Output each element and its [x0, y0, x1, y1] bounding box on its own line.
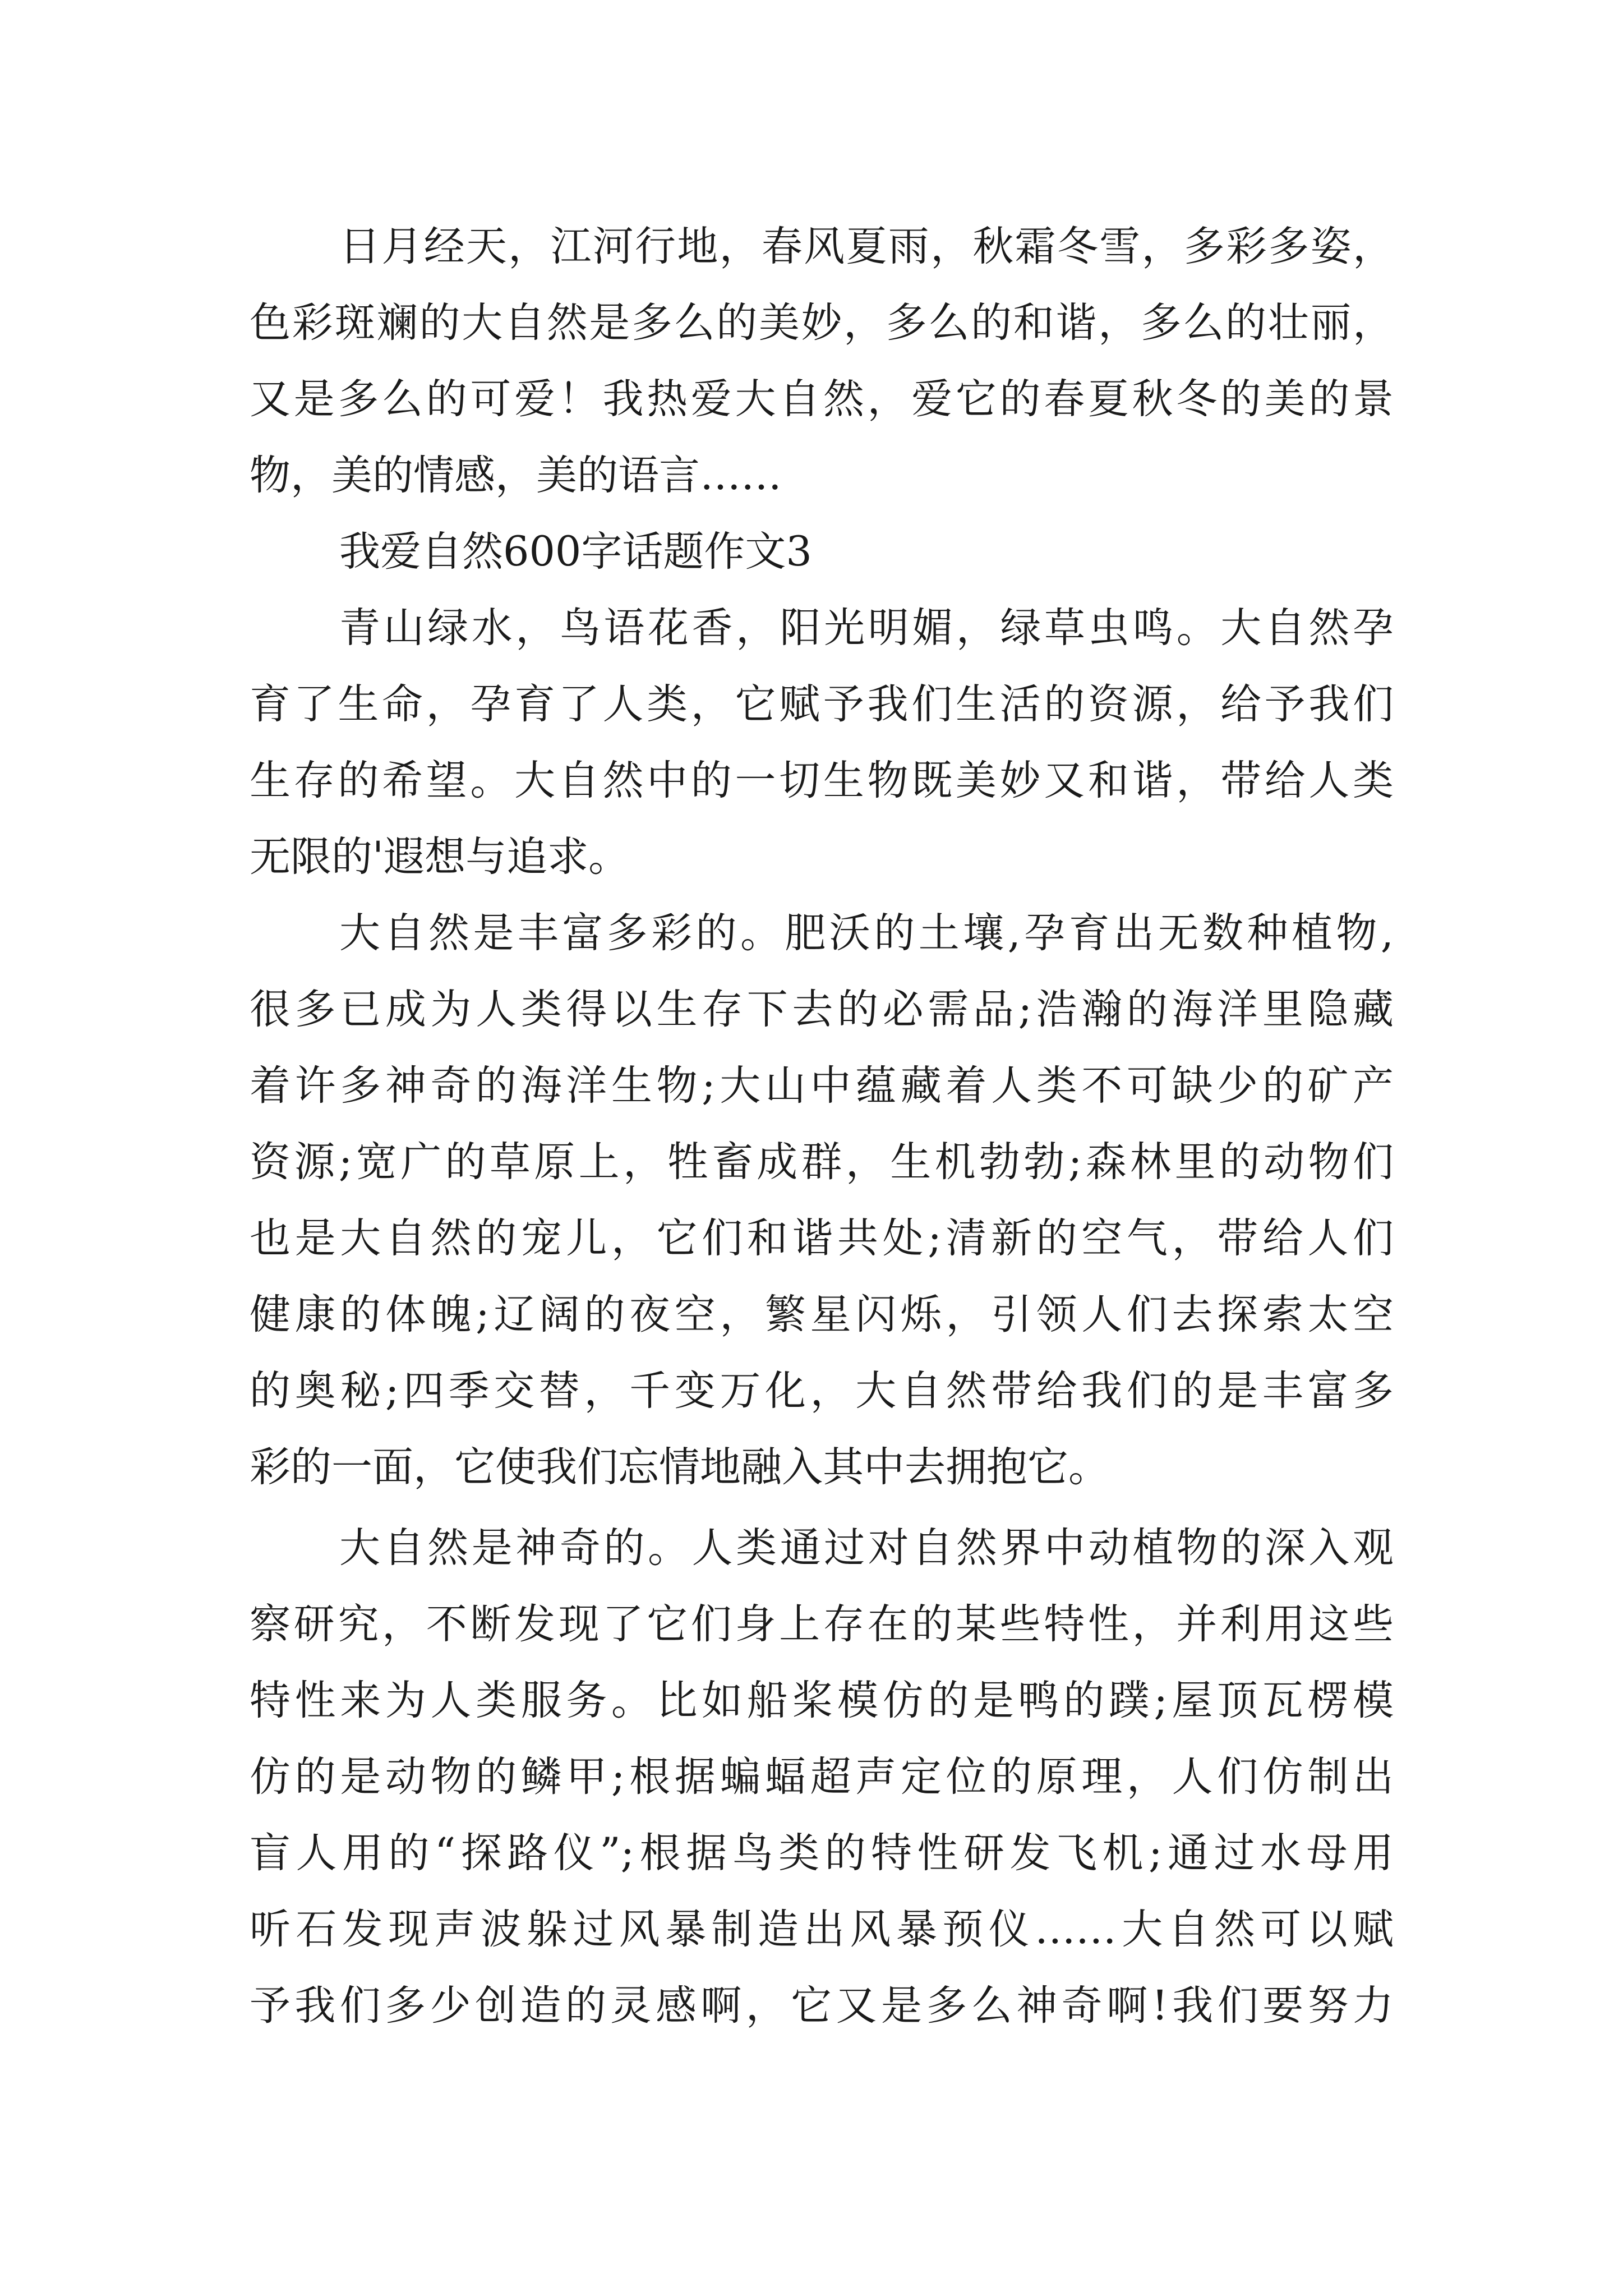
paragraph-line: 特性来为人类服务。比如船桨模仿的是鸭的蹼;屋顶瓦楞模 — [250, 1677, 1394, 1724]
paragraph-line: 健康的体魄;辽阔的夜空，繁星闪烁，引领人们去探索太空 — [250, 1291, 1394, 1338]
document-body — [250, 209, 1394, 2044]
paragraph-2 — [250, 590, 1394, 895]
paragraph-line: 很多已成为人类得以生存下去的必需品;浩瀚的海洋里隐藏 — [250, 986, 1394, 1033]
paragraph-line: 彩的一面，它使我们忘情地融入其中去拥抱它。 — [250, 1443, 1109, 1491]
paragraph-line: 大自然是丰富多彩的。肥沃的土壤,孕育出无数种植物, — [339, 909, 1394, 957]
paragraph-line: 色彩斑斓的大自然是多么的美妙，多么的和谐，多么的壮丽， — [250, 299, 1394, 347]
paragraph-line: 资源;宽广的草原上，牲畜成群，生机勃勃;森林里的动物们 — [250, 1138, 1394, 1186]
paragraph-line: 日月经天，江河行地，春风夏雨，秋霜冬雪，多彩多姿， — [339, 223, 1394, 270]
section-heading — [250, 514, 1394, 590]
paragraph-line: 又是多么的可爱！我热爱大自然，爱它的春夏秋冬的美的景 — [250, 375, 1394, 423]
paragraph-line: 予我们多少创造的灵感啊，它又是多么神奇啊!我们要努力 — [250, 1982, 1394, 2030]
paragraph-4 — [250, 1510, 1394, 2044]
paragraph-line: 大自然是神奇的。人类通过对自然界中动植物的深入观 — [339, 1524, 1394, 1572]
paragraph-line: 青山绿水，鸟语花香，阳光明媚，绿草虫鸣。大自然孕 — [339, 604, 1394, 652]
paragraph-line: 察研究，不断发现了它们身上存在的某些特性，并利用这些 — [250, 1600, 1394, 1648]
paragraph-line: 无限的'遐想与追求。 — [250, 833, 630, 881]
paragraph-line: 仿的是动物的鳞甲;根据蝙蝠超声定位的原理，人们仿制出 — [250, 1753, 1394, 1801]
paragraph-line: 物，美的情感，美的语言…… — [250, 452, 782, 499]
paragraph-line: 盲人用的“探路仪”;根据鸟类的特性研发飞机;通过水母用 — [250, 1829, 1394, 1877]
paragraph-spacer — [250, 1506, 1394, 1510]
paragraph-line: 听石发现声波躲过风暴制造出风暴预仪……大自然可以赋 — [250, 1906, 1394, 1953]
paragraph-line: 也是大自然的宠儿，它们和谐共处;清新的空气，带给人们 — [250, 1214, 1394, 1262]
paragraph-3 — [250, 895, 1394, 1506]
paragraph-line: 育了生命，孕育了人类，它赋予我们生活的资源，给予我们 — [250, 680, 1394, 728]
paragraph-line: 生存的希望。大自然中的一切生物既美妙又和谐，带给人类 — [250, 757, 1394, 804]
paragraph-1 — [250, 209, 1394, 514]
paragraph-line: 的奥秘;四季交替，千变万化，大自然带给我们的是丰富多 — [250, 1367, 1394, 1415]
paragraph-line: 着许多神奇的海洋生物;大山中蕴藏着人类不可缺少的矿产 — [250, 1062, 1394, 1110]
heading-text: 我爱自然600字话题作文3 — [339, 528, 812, 576]
